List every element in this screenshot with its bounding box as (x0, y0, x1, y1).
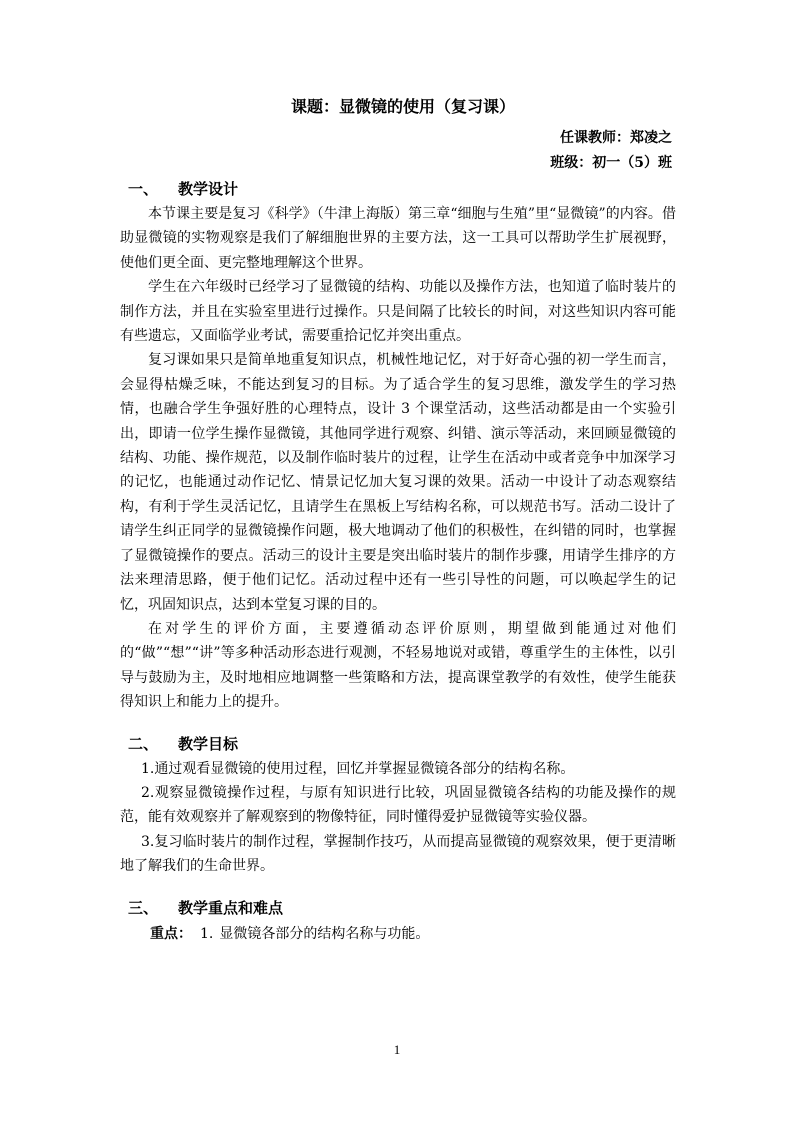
document-body (120, 96, 676, 947)
key-point-text: 显微镜各部分的结构名称与功能。 (219, 925, 430, 942)
key-point-number: 1. (200, 925, 214, 942)
key-point-line (120, 921, 676, 947)
section-number: 三、 (128, 898, 159, 917)
design-paragraph: 复习课如果只是简单地重复知识点，机械性地记忆，对于好奇心强的初一学生而言，会显得枯燥乏味，不能达到复习的目标。为了适合学生的复习思维，激发学生的学习热情，也融合学生争强好胜的心理特点，设计 3 个课堂活动，这些活动都是由一个实验引出，即请一位学生操作显微镜，其他同学进行观察、纠错、演示等活动，来回顾显微镜的结构、功能、操作规范，以及制作临时装片的过程，让学生在活动中或者竞争中加深学习的记忆，也能通过动作记忆、情景记忆加大复习课的效果。活动一中设计了动态观察结构，有利于学生灵活记忆，且请学生在黑板上写结构名称，可以规范书写。活动二设计了请学生纠正同学的显微镜操作问题，极大地调动了他们的积极性，在纠错的同时，也掌握了显微镜操作的要点。活动三的设计主要是突出临时装片的制作步骤，用请学生排序的方法来理清思路，便于他们记忆。活动过程中还有一些引导性的问题，可以唤起学生的记忆，巩固知识点，达到本堂复习课的目的。 (120, 352, 676, 613)
section-number: 二、 (128, 734, 159, 753)
section-title: 教学重点和难点 (178, 898, 284, 917)
section-heading-objectives (120, 731, 676, 757)
class-line: 班级：初一（5）班 (550, 155, 672, 171)
section-title: 教学设计 (178, 180, 239, 198)
design-paragraph: 在对学生的评价方面，主要遵循动态评价原则，期望做到能通过对他们的“做”“想”“讲”等多种活动形态进行观测，不轻易地说对或错，尊重学生的主体性，以引导与鼓励为主，及时地相应地调整一些策略和方法，提高课堂教学的有效性，使学生能获得知识上和能力上的提升。 (120, 620, 676, 711)
objective-item: 2.观察显微镜操作过程，与原有知识进行比较，巩固显微镜各结构的功能及操作的规范，能有效观察并了解观察到的物像特征，同时懂得爱护显微镜等实验仪器。 (120, 784, 676, 826)
page-title: 课题：显微镜的使用（复习课） (290, 97, 515, 116)
design-paragraph: 本节课主要是复习《科学》（牛津上海版）第三章“细胞与生殖”里“显微镜”的内容。借助显微镜的实物观察是我们了解细胞世界的主要方法，这一工具可以帮助学生扩展视野，使他们更全面、更完整地理解这个世界。 (120, 206, 676, 271)
page-number: 1 (393, 1042, 401, 1057)
key-point-label: 重点： (150, 925, 192, 942)
section-heading-key-points (120, 895, 676, 921)
spacer (120, 715, 676, 731)
objective-item: 1.通过观看显微镜的使用过程，回忆并掌握显微镜各部分的结构名称。 (141, 760, 575, 777)
section-heading-design (120, 176, 676, 202)
spacer (120, 879, 676, 895)
objective-item: 3.复习临时装片的制作过程，掌握制作技巧，从而提高显微镜的观察效果，便于更清晰地了解我们的生命世界。 (120, 833, 676, 875)
teacher-line: 任课教师：郑凌之 (560, 130, 672, 146)
design-paragraph: 学生在六年级时已经学习了显微镜的结构、功能以及操作方法，也知道了临时装片的制作方法，并且在实验室里进行过操作。只是间隔了比较长的时间，对这些知识内容可能有些遗忘，又面临学业考试，需要重拾记忆并突出重点。 (120, 279, 676, 345)
section-number: 一、 (128, 180, 159, 198)
section-title: 教学目标 (178, 734, 239, 753)
